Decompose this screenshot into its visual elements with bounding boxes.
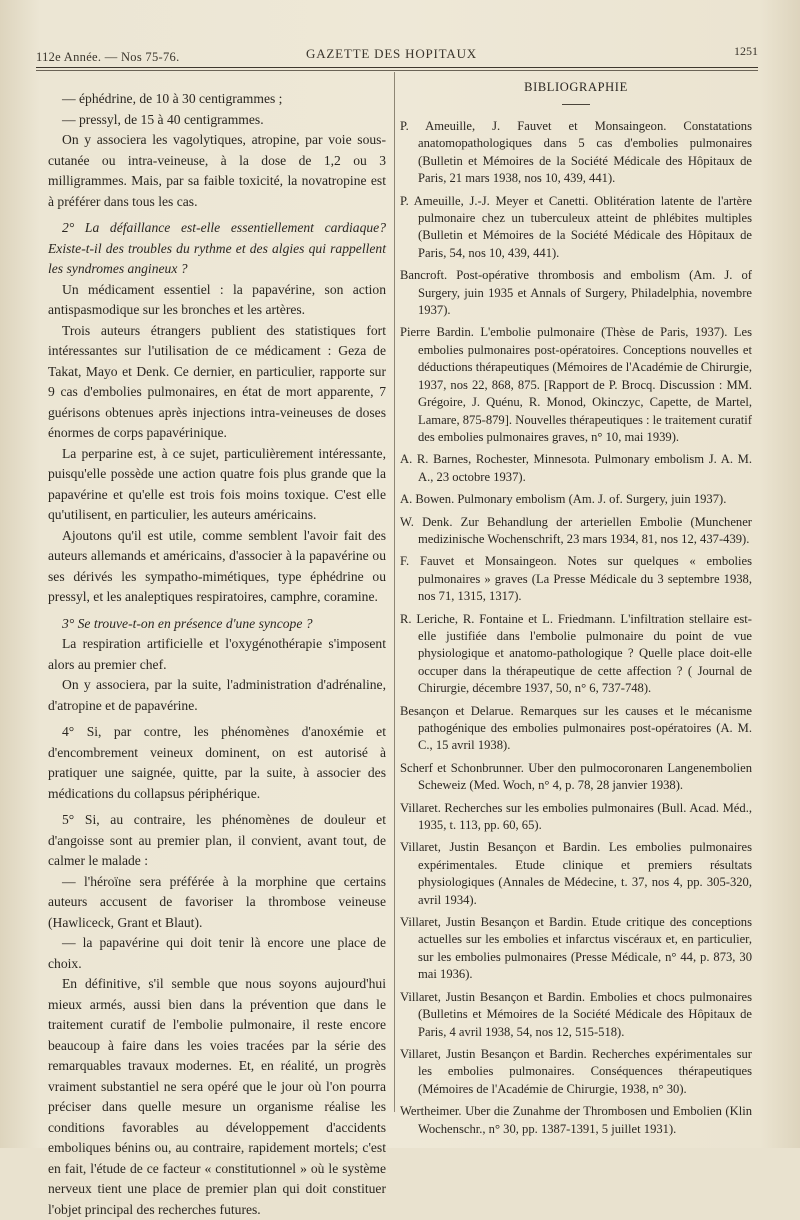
issue-number: 112e Année. — Nos 75-76. (36, 50, 180, 64)
section-heading: 3° Se trouve-t-on en présence d'une syncope ? (62, 615, 313, 631)
bibliography-title: BIBLIOGRAPHIE (524, 80, 628, 94)
page-number: 1251 (734, 44, 758, 58)
paragraph: La respiration artificielle et l'oxygénothérapie s'imposent alors au premier chef. (48, 636, 386, 672)
paragraph: 4° Si, par contre, les phénomènes d'anoxémie et d'encombrement veineux dominent, on est autorisé à pratiquer une saignée, quitte, par la suite, à associer des médications du collapsus périphérique. (48, 724, 386, 801)
paragraph: En définitive, s'il semble que nous soyons aujourd'hui mieux armés, aussi bien dans la prévention que dans le traitement curatif de l'embolie pulmonaire, il reste encore beaucoup à faire dans les voies tracées par la série des remarquables travaux modernes. Et, en réalité, un progrès vraiment substantiel ne sera opéré que le jour où l'on pourra préciser dans quelle mesure un organisme réalise les conditions favorables au développement d'accidents emboliques bénins ou, au contraire, rapidement mortels; c'est en fait, l'étude de ce facteur « constitutionnel » où le système nerveux tient une place de premier plan qui doit constituer l'objet principal des recherches futures. (48, 976, 386, 1217)
section-heading: 2° La défaillance est-elle essentiellement cardiaque? Existe-t-il des troubles du rythme et des algies qui rappellent les syndromes angineux ? (48, 220, 386, 276)
bibliography-entry: A. R. Barnes, Rochester, Minnesota. Pulmonary embolism J. A. M. A., 23 octobre 1937). (400, 452, 752, 484)
bibliography-entry: Scherf et Schonbrunner. Uber den pulmocoronaren Langenembolien Scheweiz (Med. Woch, n° 4, p. 78, 28 janvier 1938). (400, 760, 752, 793)
bibliography-entry: Villaret, Justin Besançon et Bardin. Recherches expérimentales sur les embolies pulmonaires. Conséquences thérapeutiques (Mémoires de l'Académie de Chirurgie, 1938, n° 30). (400, 1046, 752, 1096)
bibliography-entry: Villaret. Recherches sur les embolies pulmonaires (Bull. Acad. Méd., 1935, t. 113, pp. 60, 65). (400, 800, 752, 833)
bibliography-entry: F. Fauvet et Monsaingeon. Notes sur quelques « embolies pulmonaires » graves (La Presse Médicale du 3 septembre 1938, nos 71, 1315, 1317). (400, 554, 752, 604)
paragraph: 5° Si, au contraire, les phénomènes de douleur et d'angoisse sont au premier plan, il convient, avant tout, de calmer le malade : (48, 812, 386, 868)
paragraph: Ajoutons qu'il est utile, comme semblent l'avoir fait des auteurs allemands et américains, d'associer à la papavérine ou ses dérivés les sympatho-mimétiques, type éphédrine ou pressyl, et les analeptiques respiratoires, camphre, coramine. (48, 527, 386, 604)
paragraph: — l'héroïne sera préférée à la morphine que certains auteurs accusent de favoriser la thrombose veineuse (Hawliceck, Grant et Blaut). (48, 873, 386, 930)
header-rule-thin (36, 70, 758, 71)
bibliography-entry: P. Ameuille, J.-J. Meyer et Canetti. Oblitération latente de l'artère pulmonaire chez un tuberculeux atteint de phlébites multiples (Bulletin et Mémoires de la Société Médicale des Hôpitaux de Paris, 54, nos 10, 439, 441). (400, 193, 752, 260)
paragraph: On y associera les vagolytiques, atropine, par voie sous-cutanée ou intra-veineuse, à la dose de 1,2 ou 3 milligrammes. Mais, par sa faible toxicité, la novatropine est à préférer dans tous les cas. (48, 132, 386, 209)
left-column (48, 89, 386, 1220)
paragraph: — pressyl, de 15 à 40 centigrammes. (62, 111, 264, 127)
bibliography-entry: A. Bowen. Pulmonary embolism (Am. J. of. Surgery, juin 1937). (400, 492, 727, 507)
bibliography-entry: Pierre Bardin. L'embolie pulmonaire (Thèse de Paris, 1937). Les embolies pulmonaires post-opératoires. Conceptions nouvelles et déductions thérapeutiques (Mémoires de l'Académie de Chirurgie, 1937, nos 22, 868, 875. [Rapport de P. Brocq. Discussion : MM. Grégoire, J. Quénu, R. Monod, Okinczyc, Capette, de Martel, Lamare, 875-879]. Nouvelles thérapeutiques : le traitement curatif des embolies pulmonaires graves, n° 10, mai 1939). (400, 325, 752, 444)
bibliography-entry: Bancroft. Post-opérative thrombosis and embolism (Am. J. of Surgery, juin 1935 et Annals of Surgery, Philadelphia, novembre 1937). (400, 268, 752, 318)
paragraph: — la papavérine qui doit tenir là encore une place de choix. (48, 935, 386, 971)
title-rule (562, 104, 590, 105)
paragraph: La perparine est, à ce sujet, particulièrement intéressante, puisqu'elle possède une action quatre fois plus grande que la papavérine et qu'elle est trois fois moins toxique. C'est elle qu'utilisent, en particulier, les auteurs américains. (48, 445, 386, 522)
page-header (36, 44, 758, 66)
header-rule (36, 67, 758, 68)
bibliography-entry: R. Leriche, R. Fontaine et L. Friedmann. L'infiltration stellaire est-elle justifiée dans l'embolie pulmonaire du point de vue physiologique et anatomo-pathologique ? Quelle place doit-elle occuper dans la thérapeutique de cette affection ? ( Journal de Chirurgie, décembre 1937, 50, n° 6, 737-748). (400, 611, 752, 696)
paragraph: Un médicament essentiel : la papavérine, son action antispasmodique sur les bronches et les artères. (48, 281, 386, 317)
bibliography-entry: W. Denk. Zur Behandlung der arteriellen Embolie (Munchener medizinische Wochenschrift, 23 mars 1934, 81, nos 12, 437-439). (400, 514, 752, 546)
journal-title: GAZETTE DES HOPITAUX (306, 46, 477, 61)
bibliography-list (400, 118, 752, 1143)
column-separator (394, 72, 395, 1112)
bibliography-entry: Villaret, Justin Besançon et Bardin. Embolies et chocs pulmonaires (Bulletins et Mémoires de la Société Médicale des Hôpitaux de Paris, 4 avril 1938, 54, nos 12, 515-518). (400, 989, 752, 1039)
bibliography-entry: Besançon et Delarue. Remarques sur les causes et le mécanisme pathogénique des embolies pulmonaires post-opératoires (A. M. C., 15 avril 1938). (400, 703, 752, 753)
bibliography-entry: Villaret, Justin Besançon et Bardin. Etude critique des conceptions actuelles sur les embolies et infarctus viscéraux et, en particulier, sur les embolies pulmonaires (Presse Médicale, n° 44, p. 873, 30 mai 1936). (400, 915, 752, 982)
bibliography-entry: Villaret, Justin Besançon et Bardin. Les embolies pulmonaires expérimentales. Etude clinique et premiers résultats physiologiques (Annales de Médecine, t. 37, nos 4, pp. 305-320, avril 1934). (400, 840, 752, 907)
paragraph: Trois auteurs étrangers publient des statistiques fort intéressantes sur l'utilisation de ce médicament : Geza de Takat, Mayo et Denk. Ce dernier, en particulier, rapporte sur 9 cas d'embolies pulmonaires, en état de mort apparente, 7 guérisons obtenues après injections intra-veineuses de doses énormes de corps papavérinique. (48, 322, 386, 440)
bibliography-entry: P. Ameuille, J. Fauvet et Monsaingeon. Constatations anatomopathologiques dans 5 cas d'embolies pulmonaires (Bulletin et Mémoires de la Société Médicale des Hôpitaux de Paris, 21 mars 1938, nos 10, 439, 441). (400, 119, 752, 186)
bibliography-entry: Wertheimer. Uber die Zunahme der Thrombosen und Embolien (Klin Wochenschr., n° 30, pp. 1387-1391, 5 juillet 1931). (400, 1104, 752, 1136)
paragraph: — éphédrine, de 10 à 30 centigrammes ; (62, 91, 283, 106)
paragraph: On y associera, par la suite, l'administration d'adrénaline, d'atropine et de papavérine. (48, 677, 386, 713)
